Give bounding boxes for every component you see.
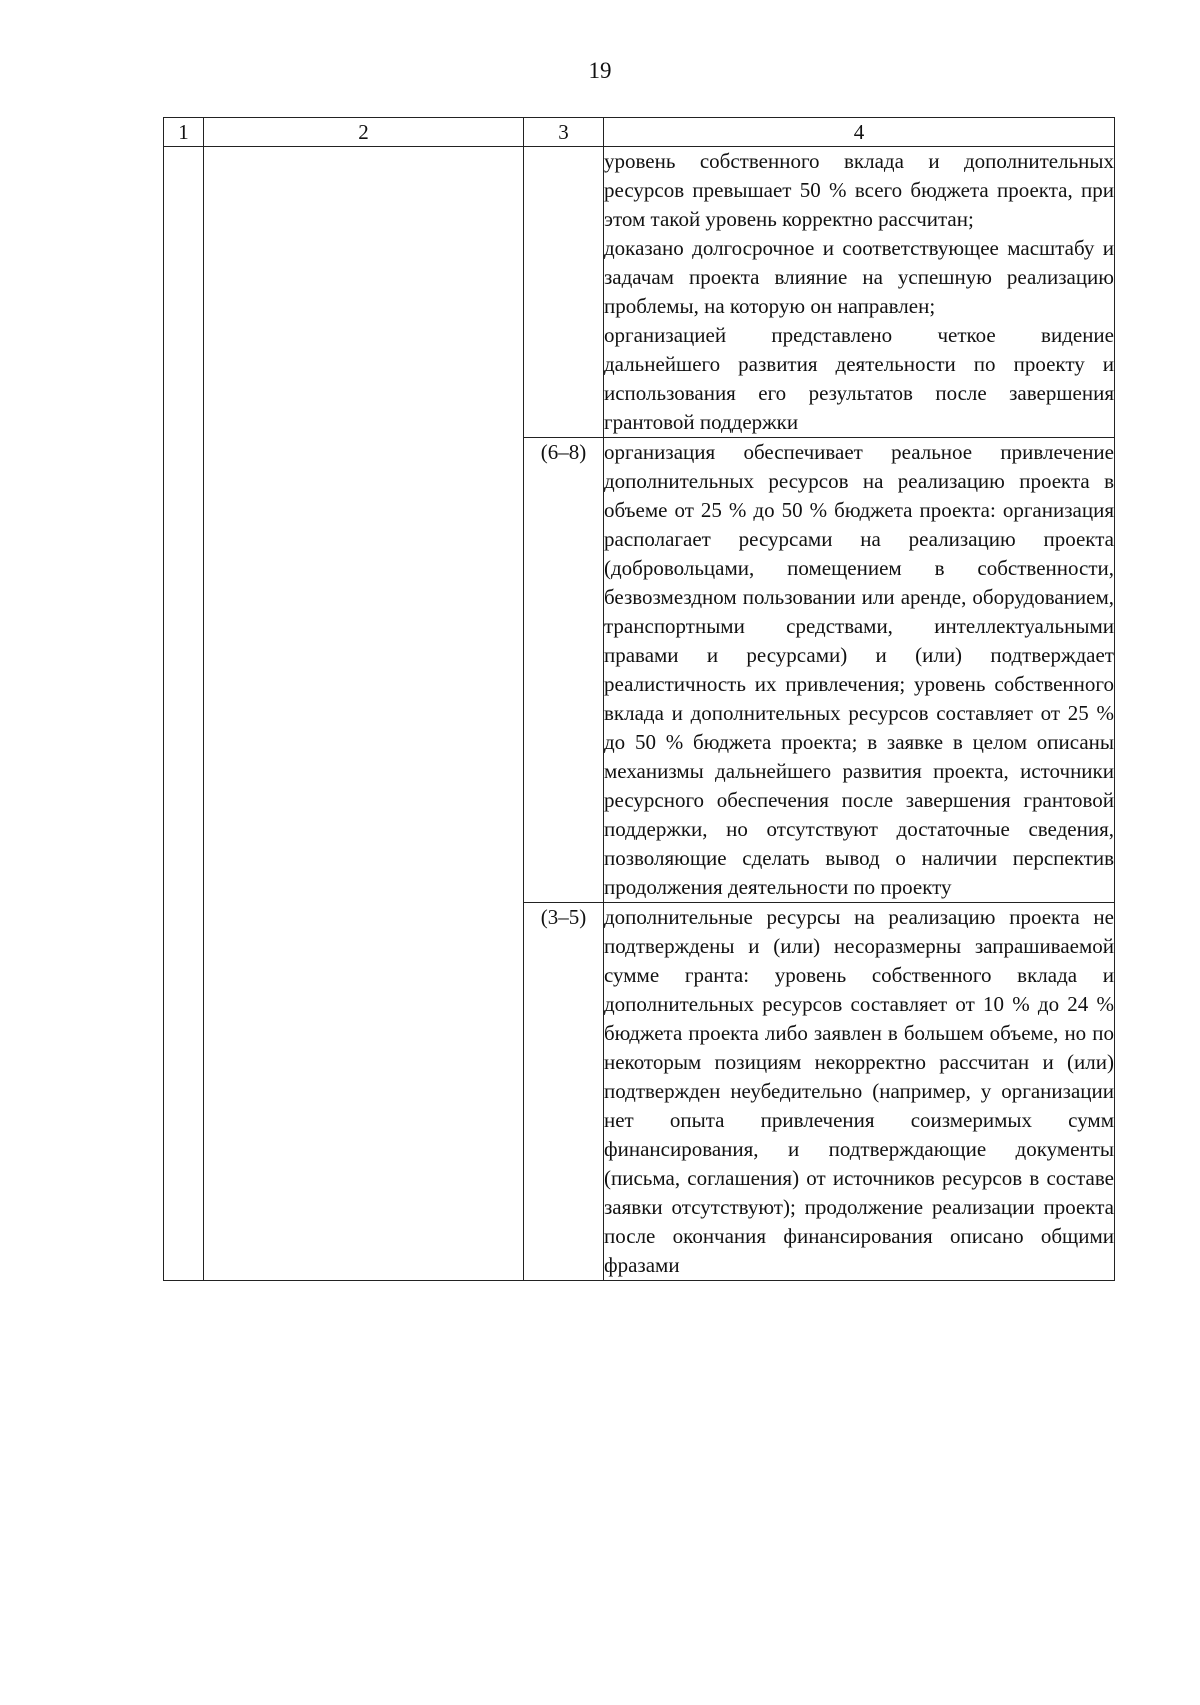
column-header-1: 1: [164, 118, 204, 147]
description-item: дополнительные ресурсы на реализацию проекта не подтверждены и (или) несоразмерны запрашиваемой сумме гранта: уровень собственного вклада и дополнительных ресурсов составляет от 10 % до 24 % бюджета проекта либо заявлен в большем объеме, но по некоторым позициям некорректно рассчитан и (или) подтвержден неубедительно (например, у организации нет опыта привлечения соизмеримых сумм финансирования, и подтверждающие документы (письма, соглашения) от источников ресурсов в составе заявки отсутствуют); продолжение реализации проекта после окончания финансирования описано общими фразами: [604, 905, 1114, 1277]
description-cell: [604, 438, 1115, 903]
description-cell: [604, 147, 1115, 438]
column-header-3: 3: [524, 118, 604, 147]
description-item: организация обеспечивает реальное привлечение дополнительных ресурсов на реализацию проекта в объеме от 25 % до 50 % бюджета проекта: организация располагает ресурсами на реализацию проекта (добровольцами, помещением в собственности, безвозмездном пользовании или аренде, оборудованием, транспортными средствами, интеллектуальными правами и ресурсами) и (или) подтверждает реалистичность их привлечения; уровень собственного вклада и дополнительных ресурсов составляет от 25 % до 50 % бюджета проекта; в заявке в целом описаны механизмы дальнейшего развития проекта, источники ресурсного обеспечения после завершения грантовой поддержки, но отсутствуют достаточные сведения, позволяющие сделать вывод о наличии перспектив продолжения деятельности по проекту: [604, 440, 1114, 899]
table-row: [164, 147, 1115, 438]
column-header-4: 4: [604, 118, 1115, 147]
page-number: 19: [588, 58, 612, 83]
description-cell: [604, 903, 1115, 1281]
score-cell: (3–5): [524, 903, 604, 1281]
score-cell: (6–8): [524, 438, 604, 903]
criteria-table: [163, 117, 1115, 1281]
description-item: организацией представлено четкое видение дальнейшего развития деятельности по проекту и использования его результатов после завершения грантовой поддержки: [604, 323, 1114, 434]
cell-col1: [164, 147, 204, 1281]
description-item: уровень собственного вклада и дополнительных ресурсов превышает 50 % всего бюджета проекта, при этом такой уровень корректно рассчитан;: [604, 149, 1114, 231]
table-header-row: [164, 118, 1115, 147]
description-item: доказано долгосрочное и соответствующее масштабу и задачам проекта влияние на успешную реализацию проблемы, на которую он направлен;: [604, 236, 1114, 318]
cell-col2: [204, 147, 524, 1281]
score-cell: [524, 147, 604, 438]
column-header-2: 2: [204, 118, 524, 147]
